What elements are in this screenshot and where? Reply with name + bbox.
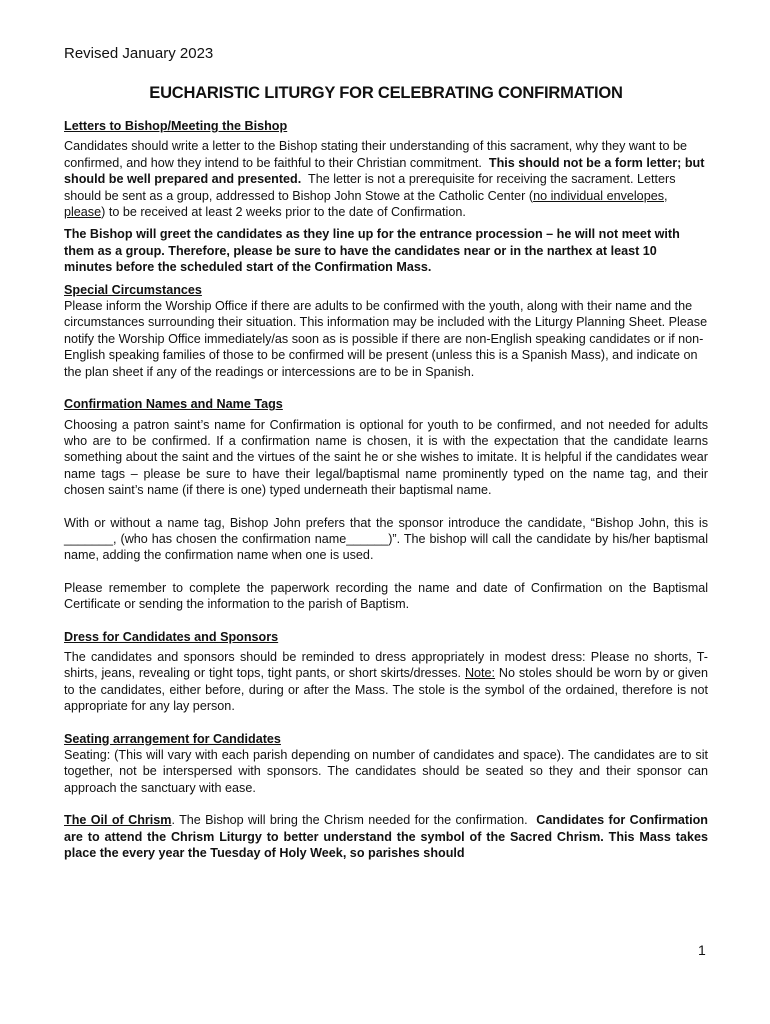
chrism-paragraph (64, 812, 708, 861)
bishop-greeting-paragraph: The Bishop will greet the candidates as they line up for the entrance procession – he will not meet with them as a group. Therefore, please be sure to have the candidates near or in the narthex at least 10 minutes before the scheduled start of the Confirmation Mass. (64, 227, 680, 275)
names-paragraph-3: Please remember to complete the paperwork recording the name and date of Confirmation on the Baptismal Certificate or sending the information to the parish of Baptism. (64, 580, 708, 612)
letters-text-b: The letter is not a prerequisite for receiving the sacrament. Letters should be sent as a group, addressed to Bishop John Stowe at the Catholic Center ( (64, 172, 676, 203)
section-heading-seating: Seating arrangement for Candidates (64, 731, 281, 746)
letters-bold-text: This should not be a form letter; but should be well prepared and presented. (64, 155, 705, 187)
names-paragraph-1: Choosing a patron saint’s name for Confirmation is optional for youth to be confirmed, and not needed for adults who are to be confirmed. If a confirmation name is chosen, it is with the expectation that the candidate learns something about the saint and the virtues of the saint he or she wishes to imitate. It is helpful if the candidates wear name tags – please be sure to have their legal/baptismal name prominently typed on the name tag, and their chosen saint’s name (if there is one) typed underneath their baptismal name. (64, 417, 708, 498)
section-heading-names: Confirmation Names and Name Tags (64, 397, 283, 412)
page-number: 1 (698, 942, 706, 958)
chrism-bold-text: Candidates for Confirmation are to attend the Chrism Liturgy to better understand the symbol of the Sacred Chrism. This Mass takes place the every year the Tuesday of Holy Week, so parishes should (64, 813, 709, 861)
letters-underline-text: no individual envelopes, please (64, 188, 668, 220)
document-title: EUCHARISTIC LITURGY FOR CELEBRATING CONFIRMATION (149, 84, 623, 102)
dress-text-a: The candidates and sponsors should be reminded to dress appropriately in modest dress: Please no shorts, T-shirts, jeans, revealing or tight tops, tight pants, or short skirts/dresses. (64, 649, 708, 681)
names-paragraph-2: With or without a name tag, Bishop John prefers that the sponsor introduce the candidate, “Bishop John, this is _______, (who has chosen the confirmation name______)”. The bishop will call the candidate by his/her baptismal name, adding the confirmation name when one is used. (64, 515, 708, 563)
document-body (64, 118, 708, 861)
section-heading-letters: Letters to Bishop/Meeting the Bishop (64, 119, 288, 133)
dress-note-label: Note: (464, 666, 496, 681)
revision-date: Revised January 2023 (64, 45, 214, 62)
letters-paragraph (64, 138, 708, 220)
dress-paragraph (64, 649, 708, 715)
letters-text-a: Candidates should write a letter to the Bishop stating their understanding of this sacrament, why they want to be confirmed, and how they intend to be faithful to their Christian commitment. (64, 139, 688, 170)
special-paragraph: Please inform the Worship Office if there are adults to be confirmed with the youth, along with their name and the circumstances surrounding their situation. This information may be included with the Liturgy Planning Sheet. Please notify the Worship Office immediately/as soon as is possible if there are non-English speaking candidates or if non-English speaking families of those to be confirmed will be present (unless this is a Spanish Mass), and indicate on the plan sheet if any of the readings or intercessions are to be in Spanish. (64, 299, 708, 379)
dress-text-b: No stoles should be worn by or given to the candidates, either before, during or after the Mass. The stole is the symbol of the ordained, therefore is not appropriate for any lay person. (64, 666, 709, 714)
section-heading-special: Special Circumstances (64, 282, 202, 297)
seating-paragraph: Seating: (This will vary with each parish depending on number of candidates and space). The candidates are to sit together, not be interspersed with sponsors. The candidates should be seated so they and their sponsor can approach the sanctuary with ease. (64, 748, 708, 795)
letters-text-c: ) to be received at least 2 weeks prior to the date of Confirmation. (101, 205, 466, 220)
section-heading-chrism: The Oil of Chrism (64, 813, 172, 828)
chrism-text-a: . The Bishop will bring the Chrism needed for the confirmation. (171, 813, 528, 828)
section-heading-dress: Dress for Candidates and Sponsors (64, 629, 279, 644)
